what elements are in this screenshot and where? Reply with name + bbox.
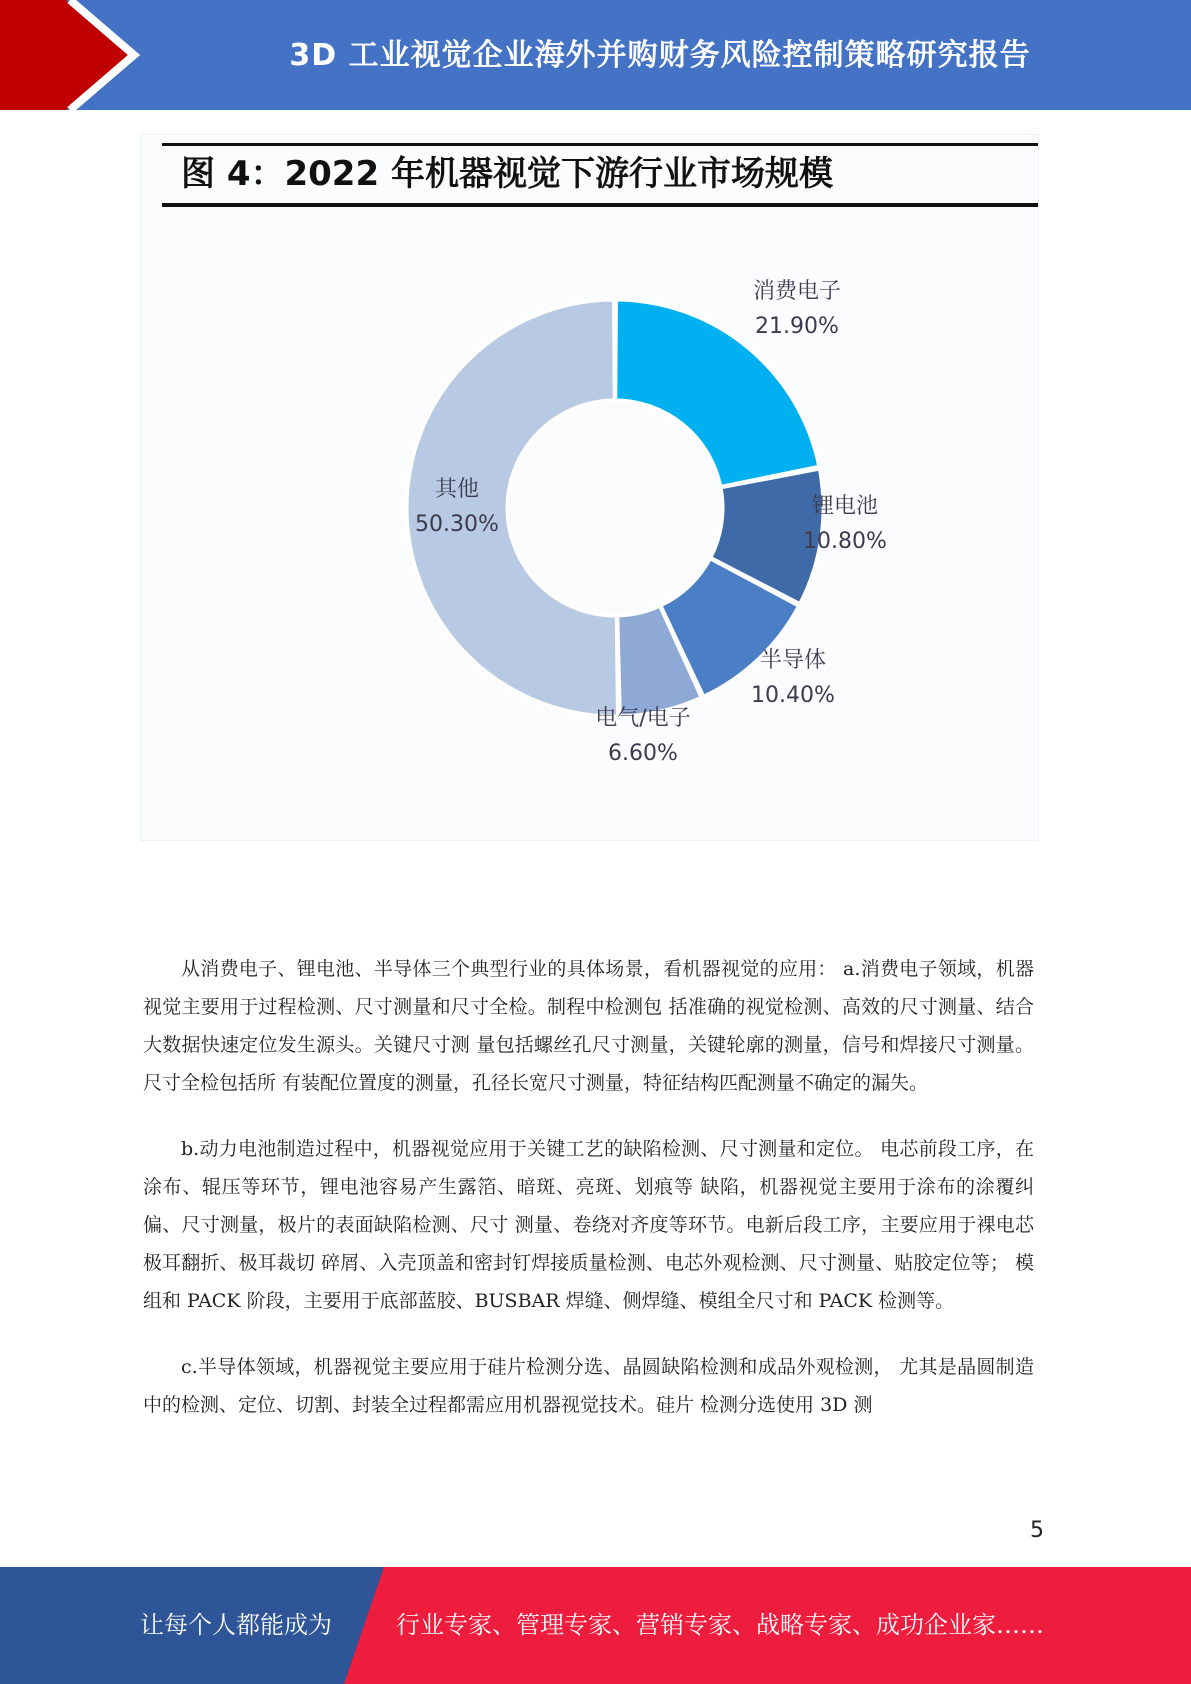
- slice-value-electrical-electronic: 6.60%: [608, 741, 678, 766]
- slice-value-consumer-electronics: 21.90%: [755, 314, 839, 339]
- footer-slogan-right: 行业专家、管理专家、营销专家、战略专家、成功企业家……: [396, 1611, 1044, 1639]
- slice-label-semiconductor: 半导体: [759, 648, 827, 673]
- slice-label-consumer-electronics: 消费电子: [752, 279, 842, 304]
- slice-value-semiconductor: 10.40%: [751, 683, 835, 708]
- slice-other: [407, 300, 617, 716]
- report-title: 3D 工业视觉企业海外并购财务风险控制策略研究报告: [289, 38, 1031, 73]
- paragraph-battery: b.动力电池制造过程中，机器视觉应用于关键工艺的缺陷检测、尺寸测量和定位。 电芯前段工序，在涂布、辊压等环节，锂电池容易产生露箔、暗斑、亮斑、划痕等 缺陷，机器视觉主要用于涂布的涂覆纠偏、尺寸测量，极片的表面缺陷检测、尺寸 测量、卷绕对齐度等环节。电新后段工序，主要应用于裸电芯极耳翻折、极耳裁切 碎屑、入壳顶盖和密封钉焊接质量检测、电芯外观检测、尺寸测量、贴胶定位等； 模组和 PACK 阶段，主要用于底部蓝胶、BUSBAR 焊缝、侧焊缝、模组全尺寸和 PACK 检测等。: [143, 1138, 1034, 1312]
- slice-value-other: 50.30%: [415, 512, 499, 537]
- slice-value-lithium-battery: 10.80%: [803, 529, 887, 554]
- footer-slogan-left: 让每个人都能成为: [140, 1611, 332, 1639]
- paragraph-consumer-electronics: 从消费电子、锂电池、半导体三个典型行业的具体场景，看机器视觉的应用： a.消费电子领域，机器视觉主要用于过程检测、尺寸测量和尺寸全检。制程中检测包 括准确的视觉检测、高效的尺寸测量、结合大数据快速定位发生源头。关键尺寸测 量包括螺丝孔尺寸测量，关键轮廓的测量，信号和焊接尺寸测量。尺寸全检包括所 有装配位置度的测量，孔径长宽尺寸测量，特征结构匹配测量不确定的漏失。: [143, 958, 1034, 1094]
- figure-card: [140, 134, 1039, 841]
- figure-title: 图 4：2022 年机器视觉下游行业市场规模: [181, 154, 833, 194]
- donut-chart: [141, 135, 1038, 840]
- slice-label-other: 其他: [434, 477, 480, 502]
- header-band: [0, 0, 1191, 110]
- slice-label-electrical-electronic: 电气/电子: [595, 706, 691, 731]
- paragraph-semiconductor: c.半导体领域，机器视觉主要应用于硅片检测分选、晶圆缺陷检测和成品外观检测， 尤其是晶圆制造中的检测、定位、切割、封装全过程都需应用机器视觉技术。硅片 检测分选使用 3D 测: [143, 1356, 1034, 1416]
- page-number: 5: [1030, 1518, 1044, 1543]
- footer-band: [0, 1567, 1191, 1684]
- body-text: [143, 950, 1034, 1452]
- slice-label-lithium-battery: 锂电池: [811, 494, 879, 519]
